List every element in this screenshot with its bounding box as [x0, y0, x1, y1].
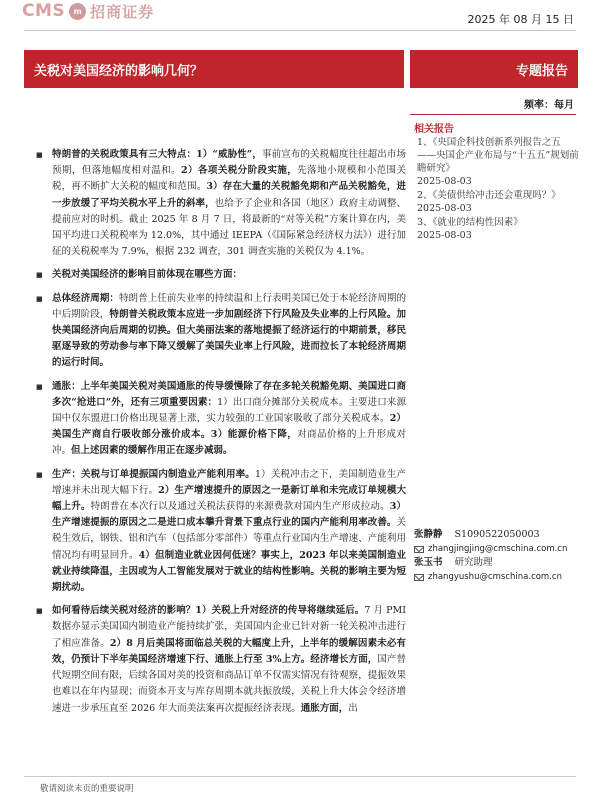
bold-text: 但上述因素的缓解作用正在逐步减弱。: [71, 445, 233, 457]
analyst-name: 张静静: [414, 529, 443, 540]
analyst-block: [414, 528, 584, 584]
related-report-date: 2025-08-03: [417, 203, 472, 214]
related-report-num: 1、: [417, 137, 433, 148]
related-report-item[interactable]: [417, 216, 579, 242]
body-text: 对商品价格的上升形成对冲。: [52, 429, 406, 457]
analyst-row: [414, 528, 584, 542]
report-title: 关税对美国经济的影响几何？: [24, 50, 404, 88]
body-text: 1）出口商分摊部分关税成本。主要进口来源国中仅东盟进口价格出现显著上涨，实力较强的工业国家吸收了部分关税成本。: [52, 396, 407, 425]
related-report-title[interactable]: 《央国企科技创新系列报告之五——央国企产业布局与“十五五”规划前瞻研究》: [417, 137, 579, 174]
analyst-name: 张玉书: [414, 557, 443, 568]
logo-text: CMS: [22, 1, 66, 21]
analyst-row: [414, 556, 584, 570]
body-paragraph: [36, 379, 406, 460]
related-report-title[interactable]: 《就业的结构性因素》: [432, 217, 523, 228]
body-paragraph: [36, 267, 406, 283]
related-report-date: 2025-08-03: [417, 176, 472, 187]
related-report-num: 2、: [417, 190, 433, 201]
bold-text: 特朗普的关税政策具有三大特点：1）“威胁性”，: [52, 149, 262, 160]
body-text: 1）关税冲击之下，美国制造业生产增速并未出现大幅下行。: [52, 468, 406, 496]
bold-text: 2）生产增速提升的原因之一是新订单和未完成订单规模大幅上升。: [52, 484, 406, 513]
body-text: 特朗普上任前失业率的持续温和上行表明美国已处于本轮经济周期的中后期阶段，: [52, 292, 406, 320]
analyst-role: 研究助理: [454, 557, 493, 568]
body-text: 关税生效后，钢铁、铝和汽车（包括部分零部件）等重点行业国内生产增速、产能利用情况均有明显回升。: [52, 517, 406, 561]
body-paragraph: [36, 603, 406, 716]
brand-logo: [22, 0, 154, 22]
bold-text: 通胀方面，: [300, 702, 349, 714]
footer-disclaimer: 敬请阅读末页的重要说明: [40, 784, 134, 794]
body-text: 7 月 PMI 数据亦显示美国国内制造业产能持续扩张，美国国内企业已针对新一轮关税冲击进行了相应准备。: [52, 605, 406, 649]
bold-text: 如何看待后续关税对经济的影响？1）关税上升对经济的传导将继续延后。: [52, 605, 365, 617]
analyst-email-text[interactable]: zhangjingjing@cmschina.com.cn: [428, 544, 568, 554]
body-paragraph: [36, 467, 406, 597]
body-text: 也给予了企业和各国（地区）政府主动调整、提前应对的时机。截止 2025 年 8 月 7 日，将最新的“对等关税”方案计算在内，美国平均进口关税税率为 12.0%，其中通过 IEEPA（《国际紧急经济权力法》）进行加征的关税税率为 7.9%，根据 232 调查，301 调查实施的关税仅为 4.1%。: [52, 197, 406, 258]
report-category: 专题报告: [410, 50, 578, 88]
related-report-date: 2025-08-03: [417, 230, 472, 241]
related-reports-list: [417, 136, 579, 243]
related-report-num: 3、: [417, 217, 433, 228]
related-report-title[interactable]: 《美债供给冲击还会重现吗？》: [432, 190, 561, 201]
related-reports-heading: 相关报告: [414, 124, 454, 135]
mail-icon: [414, 546, 424, 553]
sidebar-divider: [410, 114, 576, 115]
analyst-email[interactable]: [414, 570, 584, 584]
related-report-item[interactable]: [417, 189, 579, 215]
bold-text: 总体经济周期：: [52, 292, 119, 304]
body-paragraph: [36, 147, 406, 260]
analyst-id: S1090522050003: [454, 529, 540, 540]
header-divider: [24, 30, 576, 31]
bold-text: 2）美国生产商自行吸收部分涨价成本。3）能源价格下降，: [52, 413, 406, 441]
body-paragraph: [36, 291, 406, 372]
bold-text: 2）8 月后美国将面临总关税的大幅度上升，上半年的缓解因素未必有效，仍预计下半年美国经济增速下行、通胀上行至 3%上方。经济增长方面，: [52, 637, 406, 665]
bold-text: 3）生产增速提振的原因之二是进口成本攀升背景下重点行业的国内产能利用率改善。: [52, 501, 406, 529]
body-text: 国产替代短期空间有限，后续各国对美的投资和商品订单不仅需实情况有待观察，提振效果也难以在年内显现；而资本开支与库存周期本就共振放缓，关税上升大体会令经济增速进一步承压直至 2026 年大而美法案再次提振经济表现。: [52, 653, 406, 714]
body-text: 特朗普在本次行以及通过关税法获得的来源费款对国内生产形成拉动。: [90, 501, 390, 513]
analyst-email-text[interactable]: zhangyushu@cmschina.com.cn: [428, 572, 562, 582]
frequency-label: 频率：每月: [524, 100, 574, 111]
bold-text: 通胀：上半年美国关税对美国通胀的传导缓慢除了存在多轮关税豁免期、美国进口商多次“抢进口”外，还有三项重要因素：: [52, 380, 406, 408]
logo-mark-icon: m: [69, 3, 86, 20]
mail-icon: [414, 574, 424, 581]
report-date: 2025 年 08 月 15 日: [467, 13, 574, 26]
bold-text: 特朗普关税政策本应进一步加剧经济下行风险及失业率的上行风险。加快美国经济向后周期的切换。但大美丽法案的落地提振了经济运行的中期前景，移民驱逐导致的劳动参与率下降又缓解了美国失业率上行风险，进而拉长了本轮经济周期的运行时间。: [52, 308, 406, 369]
report-body: [36, 147, 406, 724]
body-text: 事前宣布的关税幅度往往超出市场预期，但落地幅度相对温和。: [52, 149, 406, 177]
bold-text: 关税对美国经济的影响目前体现在哪些方面：: [52, 269, 243, 281]
bold-text: 生产：关税与订单提振国内制造业产能利用率。: [52, 468, 255, 480]
bold-text: 4）但制造业就业因何低迷？事实上，2023 年以来美国制造业就业持续降温，主因或为人工智能发展对于就业的结构性影响。关税的影响主要为短期扰动。: [52, 549, 406, 594]
body-text: 出: [348, 702, 358, 714]
related-report-item[interactable]: [417, 136, 579, 188]
analyst-email[interactable]: [414, 542, 584, 556]
footer-divider: [24, 776, 576, 777]
body-text: 先落地小规模和小范围关税，再不断扩大关税的幅度和范围。: [52, 165, 406, 193]
bold-text: 3）存在大量的关税豁免期和产品关税豁免，进一步放缓了平均关税水平上升的斜率，: [52, 181, 406, 209]
logo-cn-text: 招商证券: [90, 2, 155, 21]
bold-text: 2）各项关税分阶段实施，: [181, 165, 298, 177]
